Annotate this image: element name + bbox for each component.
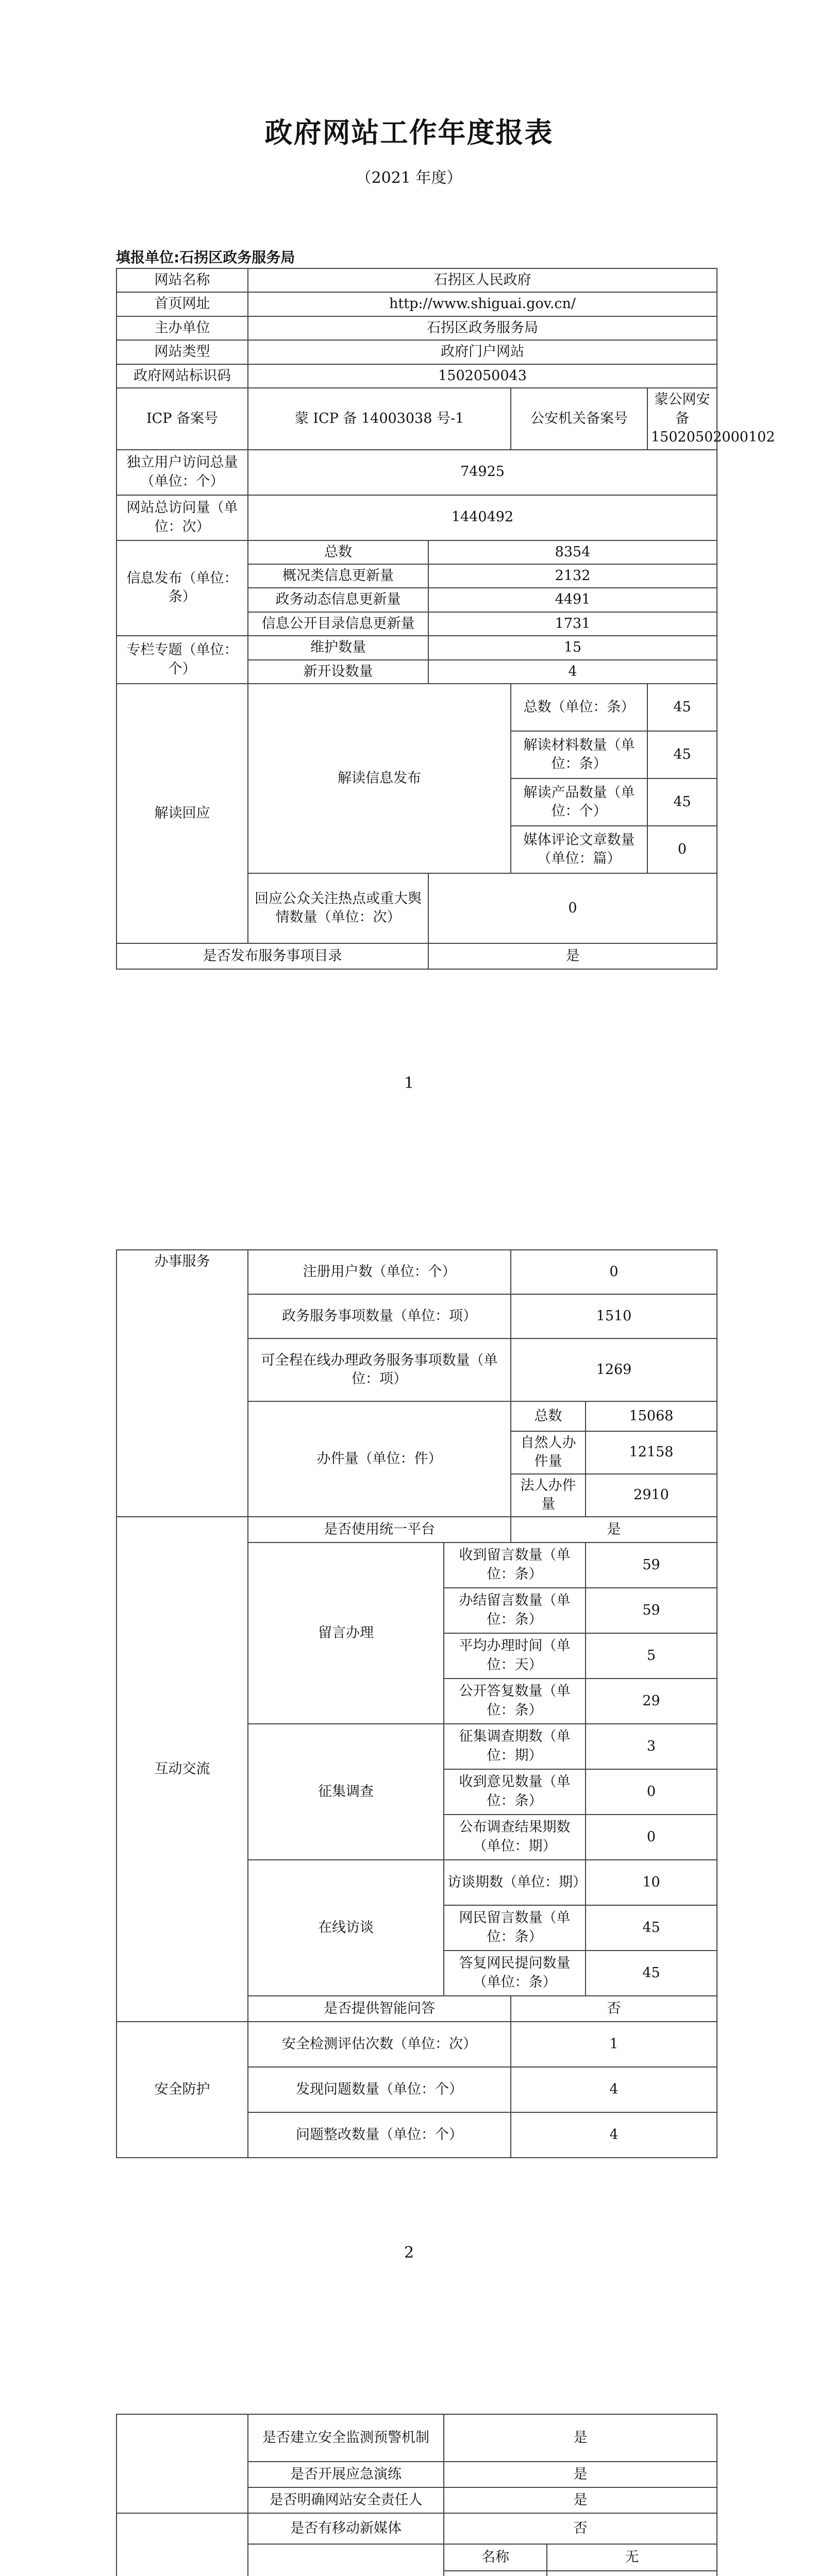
value: 12158 — [586, 1431, 717, 1474]
label: 收到意见数量（单位：条） — [444, 1769, 586, 1815]
label: 平均办理时间（单位：天） — [444, 1633, 586, 1679]
value: 4 — [511, 2112, 717, 2158]
label: 解读信息发布 — [248, 684, 511, 873]
label: 安全检测评估次数（单位：次） — [248, 2022, 511, 2067]
filler-unit: 填报单位:石拐区政务服务局 — [116, 249, 295, 266]
label: 征集调查 — [248, 1724, 444, 1860]
value: 59 — [586, 1543, 717, 1588]
value: 0 — [428, 873, 717, 943]
value: 0 — [586, 1815, 717, 1860]
value: 15068 — [586, 1401, 717, 1431]
label: 问题整改数量（单位：个） — [248, 2112, 511, 2158]
value: 0 — [586, 1769, 717, 1815]
value: 4491 — [428, 588, 717, 612]
value: 是 — [428, 943, 717, 969]
value: 否 — [444, 2513, 717, 2544]
value: 1510 — [511, 1294, 717, 1338]
value: 4 — [511, 2067, 717, 2112]
value: 0 — [511, 1250, 717, 1294]
label: 注册用户数（单位：个） — [248, 1250, 511, 1294]
label: 在线访谈 — [248, 1860, 444, 1996]
value: 29 — [586, 1679, 717, 1724]
value: 45 — [647, 778, 717, 826]
label: 网民留言数量（单位：条） — [444, 1905, 586, 1951]
value: 1269 — [511, 1338, 717, 1401]
value: 是 — [444, 2487, 717, 2513]
label: 维护数量 — [248, 636, 428, 659]
label: 政府网站标识码 — [116, 364, 248, 388]
value: 是 — [444, 2414, 717, 2462]
label: 办件量（单位：件） — [248, 1401, 511, 1517]
value: 蒙公网安备15020502000102 — [647, 388, 717, 449]
label: 自然人办件量 — [511, 1431, 586, 1474]
label: 收到留言数量（单位：条） — [444, 1543, 586, 1588]
label: 主办单位 — [116, 316, 248, 340]
value: 1440492 — [248, 495, 717, 540]
label: 解读材料数量（单位：条） — [511, 731, 647, 778]
label: 总数（单位：条） — [511, 684, 647, 731]
value: 政府门户网站 — [248, 340, 717, 364]
label — [248, 2544, 444, 2576]
label: 新开设数量 — [248, 660, 428, 684]
value: 45 — [647, 731, 717, 778]
label: 公开答复数量（单位：条） — [444, 1679, 586, 1724]
label: 是否提供智能问答 — [248, 1996, 511, 2022]
value: 5 — [586, 1633, 717, 1679]
label: 专栏专题（单位：个） — [116, 636, 248, 684]
label: 是否建立安全监测预警机制 — [248, 2414, 444, 2462]
value: 15 — [428, 636, 717, 659]
value: 是 — [444, 2462, 717, 2487]
value: 蒙 ICP 备 14003038 号-1 — [248, 388, 511, 449]
value: http://www.shiguai.gov.cn/ — [248, 292, 717, 316]
value: 石拐区政务服务局 — [248, 316, 717, 340]
value: 2132 — [428, 564, 717, 588]
value: 3 — [586, 1724, 717, 1769]
label — [444, 2571, 547, 2576]
report-table-1 — [116, 268, 775, 970]
label: 办结留言数量（单位：条） — [444, 1588, 586, 1633]
label: 可全程在线办理政务服务事项数量（单位：项） — [248, 1338, 511, 1401]
page-number: 1 — [404, 1074, 414, 1092]
label: 媒体评论文章数量（单位：篇） — [511, 826, 647, 873]
value: 45 — [586, 1905, 717, 1951]
label: 网站名称 — [116, 268, 248, 292]
page-number: 2 — [404, 2244, 414, 2262]
report-year: （2021 年度） — [356, 169, 462, 187]
value: 74925 — [248, 450, 717, 495]
report-table-2 — [116, 1249, 717, 2158]
label: 独立用户访问总量（单位：个） — [116, 450, 248, 495]
label: 名称 — [444, 2544, 547, 2571]
value: 8354 — [428, 540, 717, 564]
label: 总数 — [511, 1401, 586, 1431]
label: 安全防护 — [116, 2022, 248, 2158]
label: 政务服务事项数量（单位：项） — [248, 1294, 511, 1338]
label: 发现问题数量（单位：个） — [248, 2067, 511, 2112]
label: 网站总访问量（单位：次） — [116, 495, 248, 540]
label: 总数 — [248, 540, 428, 564]
label: 公布调查结果期数（单位：期） — [444, 1815, 586, 1860]
label: 答复网民提问数量（单位：条） — [444, 1951, 586, 1996]
label: 留言办理 — [248, 1543, 444, 1724]
label: 是否开展应急演练 — [248, 2462, 444, 2487]
label: 公安机关备案号 — [511, 388, 647, 449]
label: 概况类信息更新量 — [248, 564, 428, 588]
value — [547, 2571, 717, 2576]
label: 网站类型 — [116, 340, 248, 364]
label: 法人办件量 — [511, 1474, 586, 1517]
label: 首页网址 — [116, 292, 248, 316]
value: 否 — [511, 1996, 717, 2022]
label: 解读产品数量（单位：个） — [511, 778, 647, 826]
value: 45 — [647, 684, 717, 731]
label: 政务动态信息更新量 — [248, 588, 428, 612]
value: 45 — [586, 1951, 717, 1996]
label: ICP 备案号 — [116, 388, 248, 449]
value: 10 — [586, 1860, 717, 1905]
value: 1502050043 — [248, 364, 717, 388]
label: 是否明确网站安全责任人 — [248, 2487, 444, 2513]
value: 59 — [586, 1588, 717, 1633]
value: 1731 — [428, 612, 717, 636]
value: 1 — [511, 2022, 717, 2067]
label: 解读回应 — [116, 684, 248, 943]
value: 4 — [428, 660, 717, 684]
label: 访谈期数（单位：期） — [444, 1860, 586, 1905]
label: 信息公开目录信息更新量 — [248, 612, 428, 636]
label: 是否使用统一平台 — [248, 1517, 511, 1543]
value: 是 — [511, 1517, 717, 1543]
value: 石拐区人民政府 — [248, 268, 717, 292]
label: 是否发布服务事项目录 — [116, 943, 428, 969]
page-title: 政府网站工作年度报表 — [264, 116, 554, 149]
label — [116, 2414, 248, 2513]
label: 信息发布（单位：条） — [116, 540, 248, 636]
label: 互动交流 — [116, 1517, 248, 2022]
value: 0 — [647, 826, 717, 873]
label: 征集调查期数（单位：期） — [444, 1724, 586, 1769]
report-table-3 — [116, 2414, 717, 2576]
value: 2910 — [586, 1474, 717, 1517]
label: 是否有移动新媒体 — [248, 2513, 444, 2544]
label: 办事服务 — [116, 1250, 248, 1517]
label — [116, 2513, 248, 2576]
value: 无 — [547, 2544, 717, 2571]
label: 回应公众关注热点或重大舆情数量（单位：次） — [248, 873, 428, 943]
